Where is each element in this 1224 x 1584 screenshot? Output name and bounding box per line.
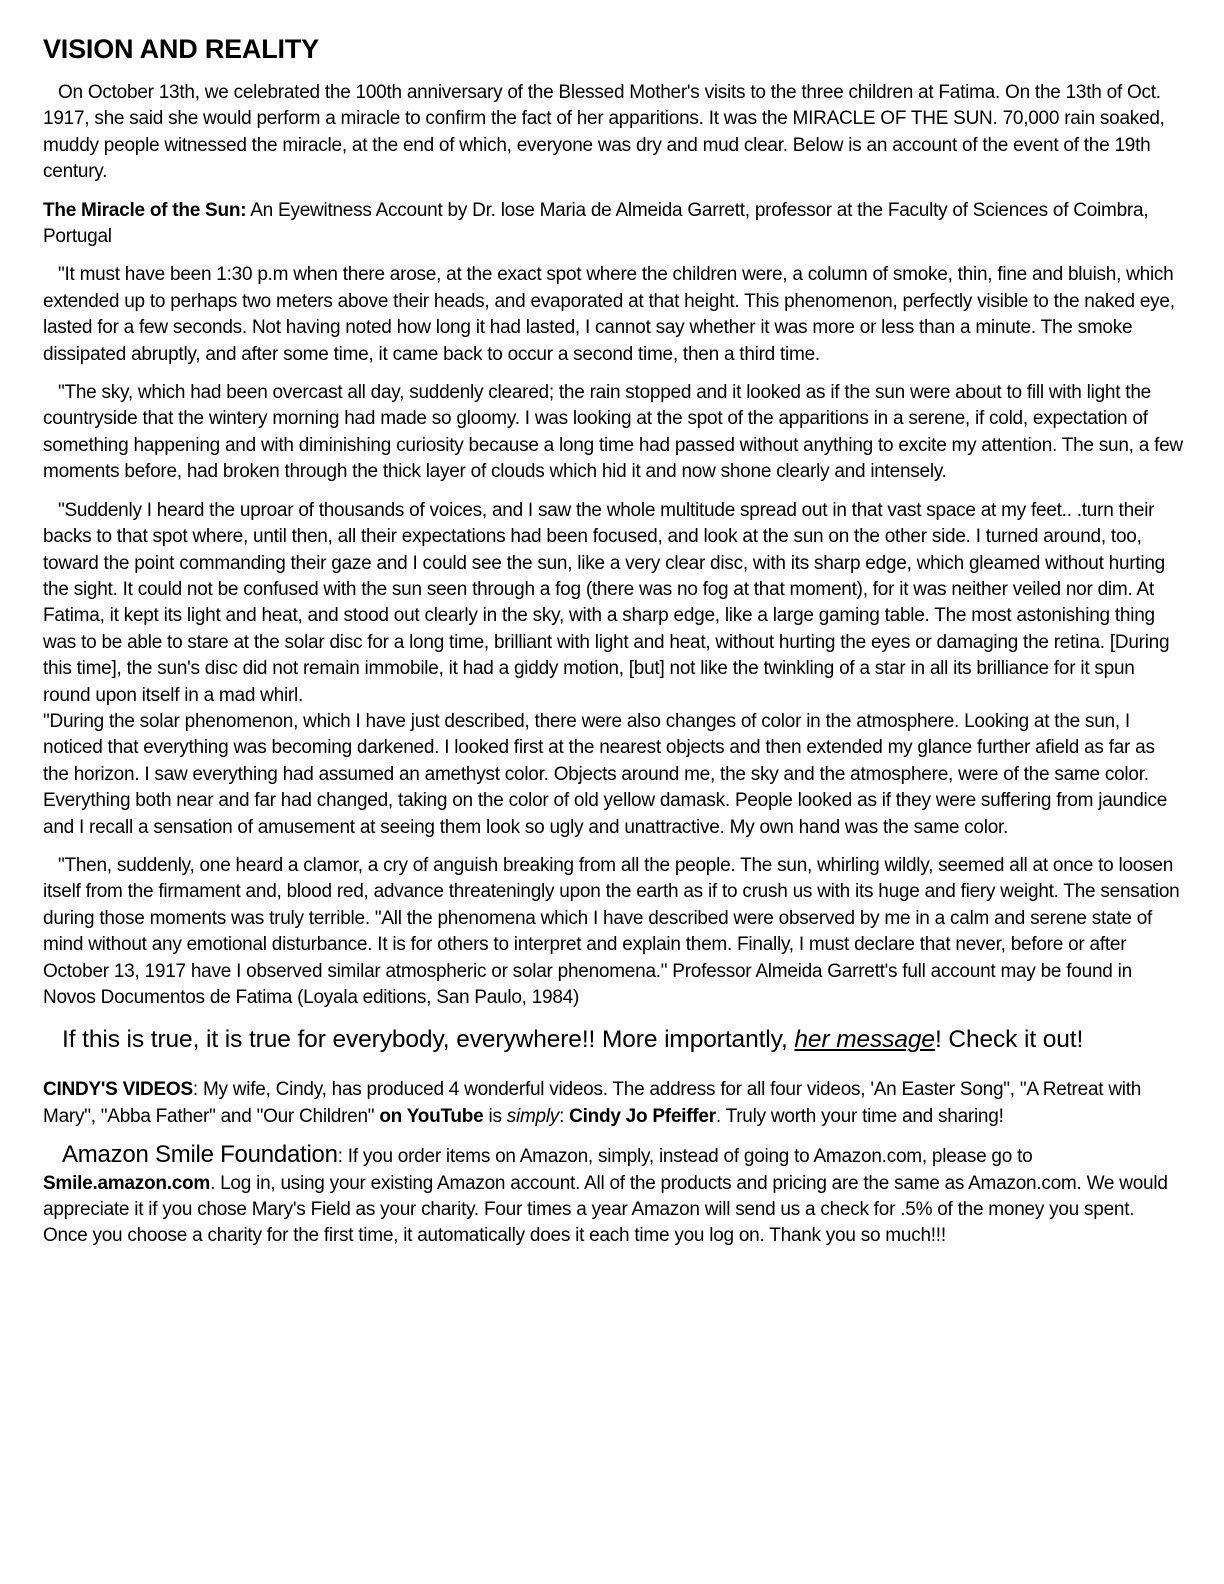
videos-text-4: . Truly worth your time and sharing! bbox=[715, 1105, 1004, 1127]
account-paragraph-2-text: "The sky, which had been overcast all day, suddenly cleared; the rain stopped and it looked as if the sun were about to fill with light the countryside that the wintery morning had made so gloomy. I was looking at the spot of the apparitions in a serene, if cold, expectation of something happening and with diminishing curiosity because a long time had passed without anything to excite my attention. The sun, a few moments before, had broken through the thick layer of clouds which hid it and now shone clearly and intensely. bbox=[43, 382, 1183, 483]
account-paragraph-5-text: "Then, suddenly, one heard a clamor, a cry of anguish breaking from all the people. The sun, whirling wildly, seemed all at once to loosen itself from the firmament and, blood red, advance threateningly upon the earth as if to crush us with its huge and fiery weight. The sensation during those moments was truly terrible. "All the phenomena which I have described were observed by me in a calm and serene state of mind without any emotional disturbance. It is for others to interpret and explain them. Finally, I must declare that never, before or after October 13, 1917 have I observed similar atmospheric or solar phenomena." Professor Almeida Garrett's full account may be found in Novos Documentos de Fatima (Loyala editions, San Paulo, 1984) bbox=[43, 854, 1180, 1008]
amazon-title: Amazon Smile Foundation bbox=[62, 1141, 338, 1169]
amazon-smile-site: Smile.amazon.com bbox=[43, 1172, 211, 1194]
account-paragraph-3-text: "Suddenly I heard the uproar of thousands of voices, and I saw the whole multitude spread out in that vast space at my feet.. .turn their backs to that spot where, until then, all their expectations had been focused, and look at the sun on the other side. I turned around, too, toward the point commanding their gaze and I could see the sun, like a very clear disc, with its sharp edge, which gleamed without hurting the sight. It could not be confused with the sun seen through a fog (there was no fog at that moment), for it was neither veiled nor dim. At Fatima, it kept its light and heat, and stood out clearly in the sky, with a sharp edge, like a large gaming table. The most astonishing thing was to be able to stare at the solar disc for a long time, brilliant with light and heat, without hurting the eyes or damaging the retina. [During this time], the sun's disc did not remain immobile, it had a giddy motion, [but] not like the twinkling of a star in all its brilliance for it spun round upon itself in a mad whirl. bbox=[43, 499, 1170, 706]
account-heading bbox=[43, 198, 1183, 251]
videos-youtube: on YouTube bbox=[379, 1105, 484, 1127]
account-paragraph-3 bbox=[43, 498, 1183, 709]
videos-text-3: : bbox=[559, 1105, 570, 1127]
videos-label: CINDY'S VIDEOS bbox=[43, 1079, 193, 1101]
videos-paragraph bbox=[43, 1077, 1183, 1130]
account-paragraph-5 bbox=[43, 853, 1183, 1011]
account-heading-bold: The Miracle of the Sun: bbox=[43, 199, 247, 221]
her-message-link[interactable]: her message bbox=[794, 1026, 935, 1054]
callout-before: If this is true, it is true for everybody, everywhere!! More importantly, bbox=[62, 1026, 795, 1054]
callout-line bbox=[43, 1023, 1183, 1057]
callout-after: ! Check it out! bbox=[934, 1026, 1084, 1054]
videos-text-1: : My wife, Cindy, has produced 4 wonderful videos. The address for all four videos, 'An Easter Song", "A Retreat with Mary", "Abba Father" and "Our Children" bbox=[43, 1079, 1142, 1127]
account-heading-text: An Eyewitness Account by Dr. lose Maria de Almeida Garrett, professor at the Faculty of Sciences of Coimbra, Portugal bbox=[43, 199, 1149, 248]
account-paragraph-2 bbox=[43, 380, 1183, 486]
account-paragraph-1-text: "It must have been 1:30 p.m when there arose, at the exact spot where the children were, a column of smoke, thin, fine and bluish, which extended up to perhaps two meters above their heads, and evaporated at that height. This phenomenon, perfectly visible to the naked eye, lasted for a few seconds. Not having noted how long it had lasted, I cannot say whether it was more or less than a minute. The smoke dissipated abruptly, and after some time, it came back to occur a second time, then a third time. bbox=[43, 264, 1175, 365]
intro-paragraph bbox=[43, 80, 1183, 186]
page-title: VISION AND REALITY bbox=[43, 34, 319, 64]
newsletter-page bbox=[43, 30, 1183, 1262]
videos-channel-name: Cindy Jo Pfeiffer bbox=[569, 1105, 716, 1127]
account-paragraph-4-text: "During the solar phenomenon, which I have just described, there were also changes of color in the atmosphere. Looking at the sun, I noticed that everything was becoming darkened. I looked first at the nearest objects and then extended my glance further afield as far as the horizon. I saw everything had assumed an amethyst color. Objects around me, the sky and the atmosphere, were of the same color. Everything both near and far had changed, taking on the color of old yellow damask. People looked as if they were suffering from jaundice and I recall a sensation of amusement at seeing them look so ugly and unattractive. My own hand was the same color. bbox=[43, 710, 1168, 838]
intro-text: On October 13th, we celebrated the 100th anniversary of the Blessed Mother's visits to the three children at Fatima. On the 13th of Oct. 1917, she said she would perform a miracle to confirm the fact of her apparitions. It was the MIRACLE OF THE SUN. 70,000 rain soaked, muddy people witnessed the miracle, at the end of which, everyone was dry and mud clear. Below is an account of the event of the 19th century. bbox=[43, 82, 1165, 183]
amazon-paragraph bbox=[43, 1142, 1183, 1250]
account-paragraph-4 bbox=[43, 709, 1183, 841]
videos-text-2: is bbox=[483, 1105, 507, 1127]
amazon-text-2: . Log in, using your existing Amazon account. All of the products and pricing are the same as Amazon.com. We would appreciate it if you chose Mary's Field as your charity. Four times a year Amazon will send us a check for .5% of the money you spent. Once you choose a charity for the first time, it automatically does it each time you log on. Thank you so much!!! bbox=[43, 1172, 1168, 1247]
account-paragraph-1 bbox=[43, 262, 1183, 368]
videos-simply: simply bbox=[506, 1105, 560, 1127]
amazon-text-1: : If you order items on Amazon, simply, instead of going to Amazon.com, please go to bbox=[337, 1146, 1033, 1168]
